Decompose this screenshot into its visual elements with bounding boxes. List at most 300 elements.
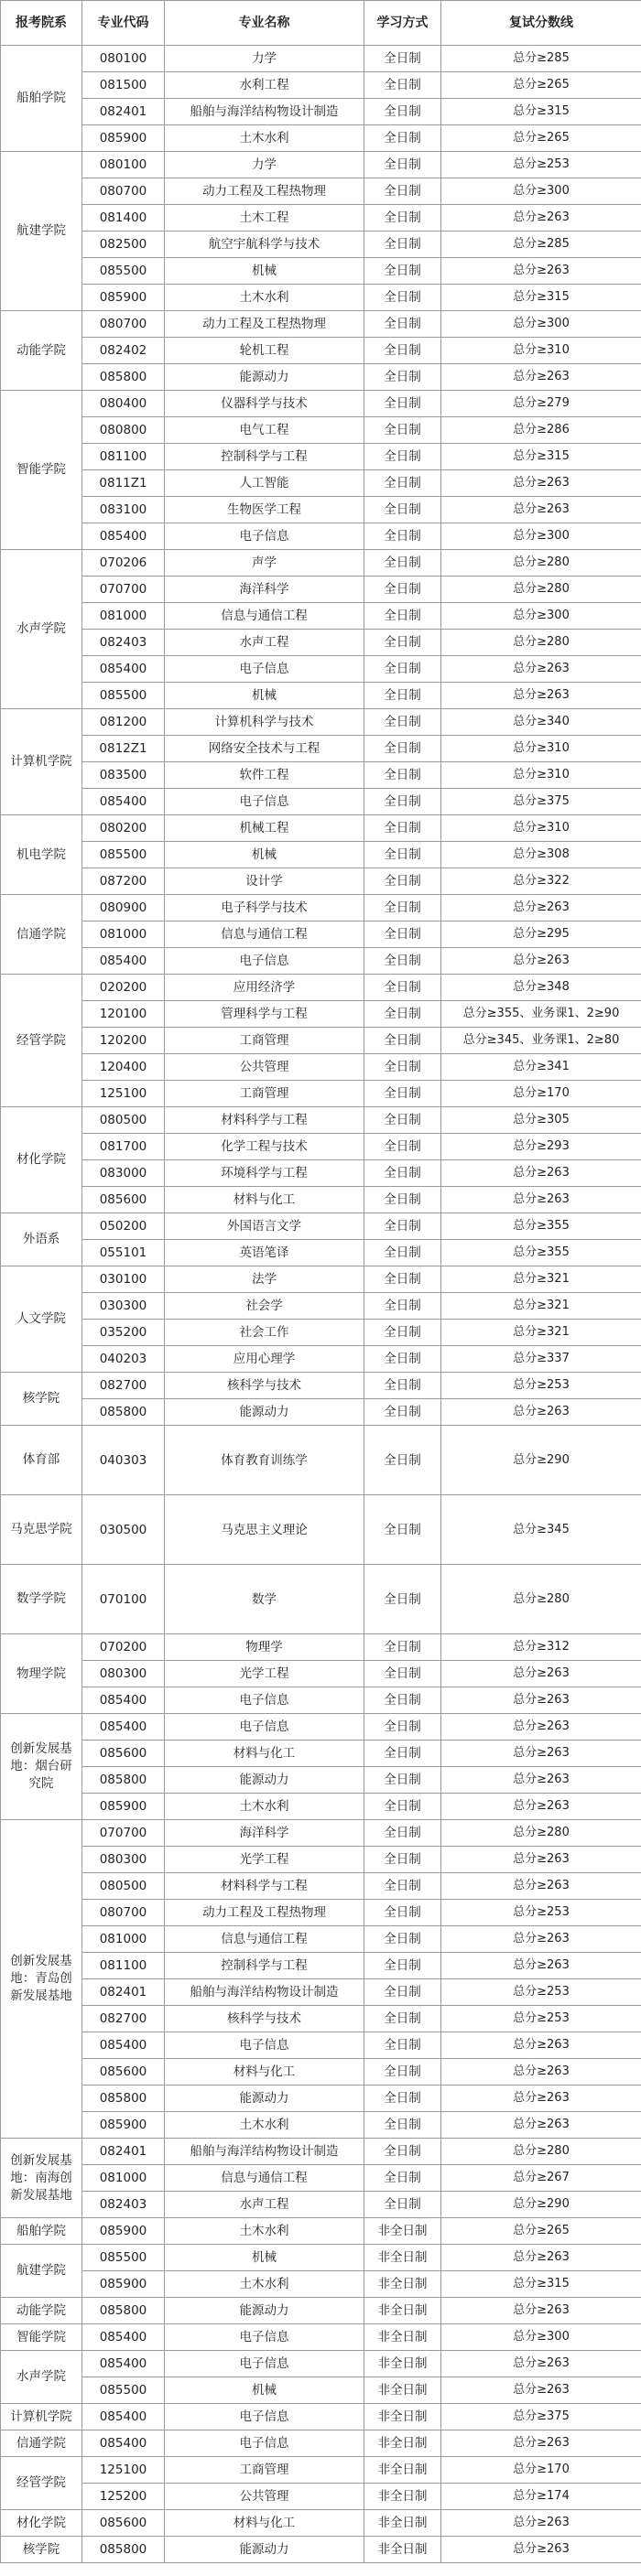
table-row bbox=[1, 1979, 641, 2006]
major-cell: 能源动力 bbox=[165, 1399, 364, 1426]
major-cell: 电子信息 bbox=[165, 1714, 364, 1741]
major-cell: 电子信息 bbox=[165, 2404, 364, 2430]
score-cell: 总分≥263 bbox=[441, 364, 641, 391]
college-cell: 创新发展基地：南海创新发展基地 bbox=[1, 2139, 82, 2218]
score-cell: 总分≥265 bbox=[441, 72, 641, 99]
major-cell: 体育教育训练学 bbox=[165, 1426, 364, 1495]
mode-cell: 全日制 bbox=[364, 364, 441, 391]
score-cell: 总分≥355、业务课1、2≥90 bbox=[441, 1001, 641, 1028]
score-cell: 总分≥263 bbox=[441, 1687, 641, 1714]
code-cell: 120400 bbox=[82, 1054, 165, 1081]
college-cell: 经管学院 bbox=[1, 2457, 82, 2510]
major-cell: 设计学 bbox=[165, 868, 364, 895]
score-cell: 总分≥308 bbox=[441, 842, 641, 868]
score-cell: 总分≥280 bbox=[441, 577, 641, 603]
table-row bbox=[1, 1661, 641, 1687]
table-row bbox=[1, 683, 641, 709]
code-cell: 030500 bbox=[82, 1495, 165, 1565]
mode-cell: 全日制 bbox=[364, 1979, 441, 2006]
score-cell: 总分≥295 bbox=[441, 922, 641, 948]
major-cell: 电子信息 bbox=[165, 789, 364, 815]
table-row bbox=[1, 1293, 641, 1320]
mode-cell: 全日制 bbox=[364, 232, 441, 258]
major-cell: 航空宇航科学与技术 bbox=[165, 232, 364, 258]
score-cell: 总分≥263 bbox=[441, 1399, 641, 1426]
score-cell: 总分≥341 bbox=[441, 1054, 641, 1081]
major-cell: 工商管理 bbox=[165, 1081, 364, 1107]
table-row bbox=[1, 1320, 641, 1346]
major-cell: 声学 bbox=[165, 550, 364, 577]
mode-cell: 全日制 bbox=[364, 1187, 441, 1213]
code-cell: 085600 bbox=[82, 1741, 165, 1767]
college-cell: 马克思学院 bbox=[1, 1495, 82, 1565]
score-cell: 总分≥310 bbox=[441, 338, 641, 364]
table-row bbox=[1, 2032, 641, 2059]
major-cell: 公共管理 bbox=[165, 2484, 364, 2510]
score-cell: 总分≥290 bbox=[441, 2192, 641, 2218]
table-row bbox=[1, 1741, 641, 1767]
mode-cell: 全日制 bbox=[364, 550, 441, 577]
major-cell: 软件工程 bbox=[165, 762, 364, 789]
code-cell: 080700 bbox=[82, 311, 165, 338]
mode-cell: 全日制 bbox=[364, 815, 441, 842]
major-cell: 能源动力 bbox=[165, 2298, 364, 2324]
major-cell: 社会工作 bbox=[165, 1320, 364, 1346]
major-cell: 土木工程 bbox=[165, 205, 364, 232]
table-row bbox=[1, 1107, 641, 1134]
code-cell: 083000 bbox=[82, 1160, 165, 1187]
code-cell: 081000 bbox=[82, 2165, 165, 2192]
major-cell: 电子信息 bbox=[165, 2351, 364, 2377]
table-row bbox=[1, 656, 641, 683]
mode-cell: 全日制 bbox=[364, 391, 441, 417]
score-cell: 总分≥293 bbox=[441, 1134, 641, 1160]
college-cell: 核学院 bbox=[1, 1373, 82, 1426]
table-row bbox=[1, 470, 641, 497]
mode-cell: 非全日制 bbox=[364, 2271, 441, 2298]
code-cell: 085500 bbox=[82, 2377, 165, 2404]
header-score: 复试分数线 bbox=[441, 1, 641, 46]
major-cell: 信息与通信工程 bbox=[165, 1926, 364, 1953]
mode-cell: 非全日制 bbox=[364, 2510, 441, 2537]
code-cell: 085600 bbox=[82, 1187, 165, 1213]
table-row bbox=[1, 391, 641, 417]
score-cell: 总分≥263 bbox=[441, 1953, 641, 1979]
score-cell: 总分≥375 bbox=[441, 789, 641, 815]
major-cell: 机械 bbox=[165, 842, 364, 868]
score-cell: 总分≥263 bbox=[441, 497, 641, 523]
table-row bbox=[1, 258, 641, 285]
major-cell: 材料与化工 bbox=[165, 2059, 364, 2086]
score-cell: 总分≥355 bbox=[441, 1240, 641, 1266]
mode-cell: 全日制 bbox=[364, 1028, 441, 1054]
score-cell: 总分≥285 bbox=[441, 46, 641, 72]
college-cell: 材化学院 bbox=[1, 2510, 82, 2537]
mode-cell: 全日制 bbox=[364, 1054, 441, 1081]
table-row bbox=[1, 2377, 641, 2404]
mode-cell: 全日制 bbox=[364, 1001, 441, 1028]
score-cell: 总分≥285 bbox=[441, 232, 641, 258]
table-row bbox=[1, 2351, 641, 2377]
college-cell: 创新发展基地：烟台研究院 bbox=[1, 1714, 82, 1820]
table-row bbox=[1, 2271, 641, 2298]
score-cell: 总分≥263 bbox=[441, 2510, 641, 2537]
table-row bbox=[1, 630, 641, 656]
score-cell: 总分≥263 bbox=[441, 1741, 641, 1767]
mode-cell: 全日制 bbox=[364, 99, 441, 125]
mode-cell: 非全日制 bbox=[364, 2537, 441, 2563]
mode-cell: 全日制 bbox=[364, 1081, 441, 1107]
table-row bbox=[1, 1953, 641, 1979]
code-cell: 040303 bbox=[82, 1426, 165, 1495]
code-cell: 030100 bbox=[82, 1266, 165, 1293]
mode-cell: 全日制 bbox=[364, 46, 441, 72]
major-cell: 工商管理 bbox=[165, 1028, 364, 1054]
mode-cell: 全日制 bbox=[364, 470, 441, 497]
score-cell: 总分≥321 bbox=[441, 1266, 641, 1293]
mode-cell: 全日制 bbox=[364, 1160, 441, 1187]
major-cell: 水声工程 bbox=[165, 630, 364, 656]
major-cell: 海洋科学 bbox=[165, 577, 364, 603]
mode-cell: 全日制 bbox=[364, 1926, 441, 1953]
code-cell: 080700 bbox=[82, 1900, 165, 1926]
score-cell: 总分≥355 bbox=[441, 1213, 641, 1240]
table-row bbox=[1, 523, 641, 550]
code-cell: 082500 bbox=[82, 232, 165, 258]
table-row bbox=[1, 1495, 641, 1565]
header-mode: 学习方式 bbox=[364, 1, 441, 46]
mode-cell: 全日制 bbox=[364, 1565, 441, 1634]
major-cell: 电子信息 bbox=[165, 948, 364, 975]
code-cell: 125100 bbox=[82, 2457, 165, 2484]
score-cell: 总分≥286 bbox=[441, 417, 641, 444]
score-cell: 总分≥315 bbox=[441, 285, 641, 311]
mode-cell: 全日制 bbox=[364, 1767, 441, 1794]
code-cell: 085800 bbox=[82, 364, 165, 391]
score-cell: 总分≥340 bbox=[441, 709, 641, 736]
score-cell: 总分≥321 bbox=[441, 1320, 641, 1346]
college-cell: 经管学院 bbox=[1, 975, 82, 1107]
mode-cell: 全日制 bbox=[364, 1634, 441, 1661]
code-cell: 085500 bbox=[82, 683, 165, 709]
major-cell: 能源动力 bbox=[165, 364, 364, 391]
table-row bbox=[1, 948, 641, 975]
major-cell: 生物医学工程 bbox=[165, 497, 364, 523]
score-cell: 总分≥263 bbox=[441, 2059, 641, 2086]
mode-cell: 全日制 bbox=[364, 417, 441, 444]
mode-cell: 全日制 bbox=[364, 656, 441, 683]
table-row bbox=[1, 2510, 641, 2537]
major-cell: 外国语言文学 bbox=[165, 1213, 364, 1240]
table-row bbox=[1, 152, 641, 178]
mode-cell: 全日制 bbox=[364, 2165, 441, 2192]
mode-cell: 全日制 bbox=[364, 444, 441, 470]
score-cell: 总分≥263 bbox=[441, 2377, 641, 2404]
score-cell: 总分≥170 bbox=[441, 1081, 641, 1107]
score-cell: 总分≥263 bbox=[441, 2537, 641, 2563]
table-row bbox=[1, 2086, 641, 2112]
mode-cell: 全日制 bbox=[364, 1373, 441, 1399]
table-row bbox=[1, 205, 641, 232]
table-row bbox=[1, 1266, 641, 1293]
code-cell: 085400 bbox=[82, 2351, 165, 2377]
college-cell: 船舶学院 bbox=[1, 46, 82, 152]
code-cell: 082403 bbox=[82, 2192, 165, 2218]
score-cell: 总分≥315 bbox=[441, 2271, 641, 2298]
college-cell: 数学学院 bbox=[1, 1565, 82, 1634]
table-row bbox=[1, 895, 641, 922]
code-cell: 087200 bbox=[82, 868, 165, 895]
mode-cell: 全日制 bbox=[364, 1820, 441, 1847]
table-row bbox=[1, 1134, 641, 1160]
table-row bbox=[1, 232, 641, 258]
mode-cell: 全日制 bbox=[364, 2112, 441, 2139]
major-cell: 电气工程 bbox=[165, 417, 364, 444]
score-cell: 总分≥263 bbox=[441, 2032, 641, 2059]
table-row bbox=[1, 364, 641, 391]
major-cell: 社会学 bbox=[165, 1293, 364, 1320]
mode-cell: 全日制 bbox=[364, 1240, 441, 1266]
mode-cell: 全日制 bbox=[364, 1495, 441, 1565]
table-row bbox=[1, 2006, 641, 2032]
mode-cell: 全日制 bbox=[364, 1426, 441, 1495]
college-cell: 动能学院 bbox=[1, 311, 82, 391]
score-cell: 总分≥174 bbox=[441, 2484, 641, 2510]
code-cell: 080300 bbox=[82, 1847, 165, 1873]
code-cell: 080800 bbox=[82, 417, 165, 444]
mode-cell: 非全日制 bbox=[364, 2404, 441, 2430]
code-cell: 085800 bbox=[82, 2537, 165, 2563]
mode-cell: 全日制 bbox=[364, 1107, 441, 1134]
score-cell: 总分≥305 bbox=[441, 1107, 641, 1134]
code-cell: 080500 bbox=[82, 1107, 165, 1134]
major-cell: 材料与化工 bbox=[165, 2510, 364, 2537]
code-cell: 020200 bbox=[82, 975, 165, 1001]
mode-cell: 全日制 bbox=[364, 603, 441, 630]
table-row bbox=[1, 72, 641, 99]
mode-cell: 全日制 bbox=[364, 497, 441, 523]
college-cell: 材化学院 bbox=[1, 1107, 82, 1213]
major-cell: 水利工程 bbox=[165, 72, 364, 99]
major-cell: 工商管理 bbox=[165, 2457, 364, 2484]
score-cell: 总分≥170 bbox=[441, 2457, 641, 2484]
mode-cell: 非全日制 bbox=[364, 2324, 441, 2351]
major-cell: 水声工程 bbox=[165, 2192, 364, 2218]
code-cell: 120200 bbox=[82, 1028, 165, 1054]
score-cell: 总分≥300 bbox=[441, 2324, 641, 2351]
table-row bbox=[1, 1714, 641, 1741]
mode-cell: 非全日制 bbox=[364, 2218, 441, 2245]
table-row bbox=[1, 1054, 641, 1081]
table-row bbox=[1, 497, 641, 523]
score-cell: 总分≥263 bbox=[441, 683, 641, 709]
major-cell: 光学工程 bbox=[165, 1661, 364, 1687]
mode-cell: 全日制 bbox=[364, 1134, 441, 1160]
mode-cell: 全日制 bbox=[364, 630, 441, 656]
code-cell: 081000 bbox=[82, 1926, 165, 1953]
mode-cell: 全日制 bbox=[364, 2139, 441, 2165]
table-row bbox=[1, 1687, 641, 1714]
score-cell: 总分≥263 bbox=[441, 470, 641, 497]
mode-cell: 全日制 bbox=[364, 1847, 441, 1873]
score-cell: 总分≥337 bbox=[441, 1346, 641, 1373]
mode-cell: 全日制 bbox=[364, 1213, 441, 1240]
major-cell: 信息与通信工程 bbox=[165, 2165, 364, 2192]
score-cell: 总分≥263 bbox=[441, 1847, 641, 1873]
major-cell: 机械 bbox=[165, 2245, 364, 2271]
table-row bbox=[1, 1187, 641, 1213]
code-cell: 080700 bbox=[82, 178, 165, 205]
score-cell: 总分≥263 bbox=[441, 2430, 641, 2457]
major-cell: 英语笔译 bbox=[165, 1240, 364, 1266]
code-cell: 125200 bbox=[82, 2484, 165, 2510]
table-row bbox=[1, 1240, 641, 1266]
mode-cell: 全日制 bbox=[364, 285, 441, 311]
code-cell: 083500 bbox=[82, 762, 165, 789]
major-cell: 环境科学与工程 bbox=[165, 1160, 364, 1187]
code-cell: 081100 bbox=[82, 1953, 165, 1979]
code-cell: 070700 bbox=[82, 577, 165, 603]
code-cell: 085900 bbox=[82, 125, 165, 152]
code-cell: 0812Z1 bbox=[82, 736, 165, 762]
score-cell: 总分≥263 bbox=[441, 1714, 641, 1741]
major-cell: 机械 bbox=[165, 258, 364, 285]
table-row bbox=[1, 1873, 641, 1900]
table-row bbox=[1, 417, 641, 444]
table-row bbox=[1, 1634, 641, 1661]
table-row bbox=[1, 1081, 641, 1107]
score-cell: 总分≥300 bbox=[441, 311, 641, 338]
score-cell: 总分≥345、业务课1、2≥80 bbox=[441, 1028, 641, 1054]
major-cell: 化学工程与技术 bbox=[165, 1134, 364, 1160]
table-body bbox=[1, 46, 641, 2563]
major-cell: 电子信息 bbox=[165, 656, 364, 683]
mode-cell: 非全日制 bbox=[364, 2298, 441, 2324]
table-row bbox=[1, 1213, 641, 1240]
mode-cell: 全日制 bbox=[364, 1399, 441, 1426]
mode-cell: 全日制 bbox=[364, 1346, 441, 1373]
score-cell: 总分≥345 bbox=[441, 1495, 641, 1565]
table-row bbox=[1, 2165, 641, 2192]
college-cell: 计算机学院 bbox=[1, 709, 82, 815]
score-cell: 总分≥263 bbox=[441, 258, 641, 285]
score-cell: 总分≥263 bbox=[441, 656, 641, 683]
code-cell: 050200 bbox=[82, 1213, 165, 1240]
score-cell: 总分≥310 bbox=[441, 762, 641, 789]
score-cell: 总分≥263 bbox=[441, 1160, 641, 1187]
table-row bbox=[1, 922, 641, 948]
mode-cell: 全日制 bbox=[364, 842, 441, 868]
code-cell: 085900 bbox=[82, 2218, 165, 2245]
table-row bbox=[1, 125, 641, 152]
code-cell: 082401 bbox=[82, 2139, 165, 2165]
mode-cell: 全日制 bbox=[364, 205, 441, 232]
code-cell: 085900 bbox=[82, 2271, 165, 2298]
code-cell: 081000 bbox=[82, 922, 165, 948]
score-cell: 总分≥280 bbox=[441, 630, 641, 656]
college-cell: 创新发展基地：青岛创新发展基地 bbox=[1, 1820, 82, 2139]
score-cell: 总分≥279 bbox=[441, 391, 641, 417]
code-cell: 081000 bbox=[82, 603, 165, 630]
table-row bbox=[1, 975, 641, 1001]
table-row bbox=[1, 1001, 641, 1028]
score-cell: 总分≥263 bbox=[441, 2112, 641, 2139]
table-row bbox=[1, 577, 641, 603]
code-cell: 085800 bbox=[82, 2298, 165, 2324]
score-cell: 总分≥300 bbox=[441, 523, 641, 550]
mode-cell: 全日制 bbox=[364, 2032, 441, 2059]
major-cell: 应用经济学 bbox=[165, 975, 364, 1001]
mode-cell: 全日制 bbox=[364, 258, 441, 285]
code-cell: 030300 bbox=[82, 1293, 165, 1320]
table-row bbox=[1, 99, 641, 125]
table-row bbox=[1, 46, 641, 72]
major-cell: 能源动力 bbox=[165, 2086, 364, 2112]
major-cell: 力学 bbox=[165, 152, 364, 178]
mode-cell: 全日制 bbox=[364, 1661, 441, 1687]
mode-cell: 非全日制 bbox=[364, 2351, 441, 2377]
mode-cell: 全日制 bbox=[364, 152, 441, 178]
mode-cell: 全日制 bbox=[364, 2192, 441, 2218]
score-cell: 总分≥280 bbox=[441, 2139, 641, 2165]
mode-cell: 全日制 bbox=[364, 1794, 441, 1820]
table-row bbox=[1, 550, 641, 577]
table-row bbox=[1, 1160, 641, 1187]
table-row bbox=[1, 1028, 641, 1054]
table-row bbox=[1, 285, 641, 311]
table-row bbox=[1, 1346, 641, 1373]
major-cell: 电子信息 bbox=[165, 2032, 364, 2059]
score-cell: 总分≥263 bbox=[441, 1767, 641, 1794]
major-cell: 能源动力 bbox=[165, 2537, 364, 2563]
score-cell: 总分≥280 bbox=[441, 1820, 641, 1847]
code-cell: 070100 bbox=[82, 1565, 165, 1634]
code-cell: 085600 bbox=[82, 2059, 165, 2086]
code-cell: 082403 bbox=[82, 630, 165, 656]
score-cell: 总分≥280 bbox=[441, 550, 641, 577]
table-row bbox=[1, 2112, 641, 2139]
score-cell: 总分≥263 bbox=[441, 1187, 641, 1213]
major-cell: 电子信息 bbox=[165, 2430, 364, 2457]
college-cell: 计算机学院 bbox=[1, 2404, 82, 2430]
major-cell: 动力工程及工程热物理 bbox=[165, 1900, 364, 1926]
major-cell: 物理学 bbox=[165, 1634, 364, 1661]
mode-cell: 全日制 bbox=[364, 311, 441, 338]
major-cell: 土木水利 bbox=[165, 125, 364, 152]
code-cell: 082402 bbox=[82, 338, 165, 364]
table-row bbox=[1, 2484, 641, 2510]
table-row bbox=[1, 338, 641, 364]
college-cell: 智能学院 bbox=[1, 391, 82, 550]
college-cell: 动能学院 bbox=[1, 2298, 82, 2324]
major-cell: 人工智能 bbox=[165, 470, 364, 497]
major-cell: 土木水利 bbox=[165, 2218, 364, 2245]
score-cell: 总分≥375 bbox=[441, 2404, 641, 2430]
score-cell: 总分≥263 bbox=[441, 948, 641, 975]
code-cell: 082700 bbox=[82, 2006, 165, 2032]
score-cell: 总分≥310 bbox=[441, 736, 641, 762]
code-cell: 085400 bbox=[82, 1714, 165, 1741]
major-cell: 机械 bbox=[165, 683, 364, 709]
major-cell: 法学 bbox=[165, 1266, 364, 1293]
major-cell: 网络安全技术与工程 bbox=[165, 736, 364, 762]
score-cell: 总分≥348 bbox=[441, 975, 641, 1001]
mode-cell: 全日制 bbox=[364, 975, 441, 1001]
table-row bbox=[1, 2298, 641, 2324]
major-cell: 信息与通信工程 bbox=[165, 922, 364, 948]
code-cell: 085400 bbox=[82, 948, 165, 975]
college-cell: 水声学院 bbox=[1, 550, 82, 709]
